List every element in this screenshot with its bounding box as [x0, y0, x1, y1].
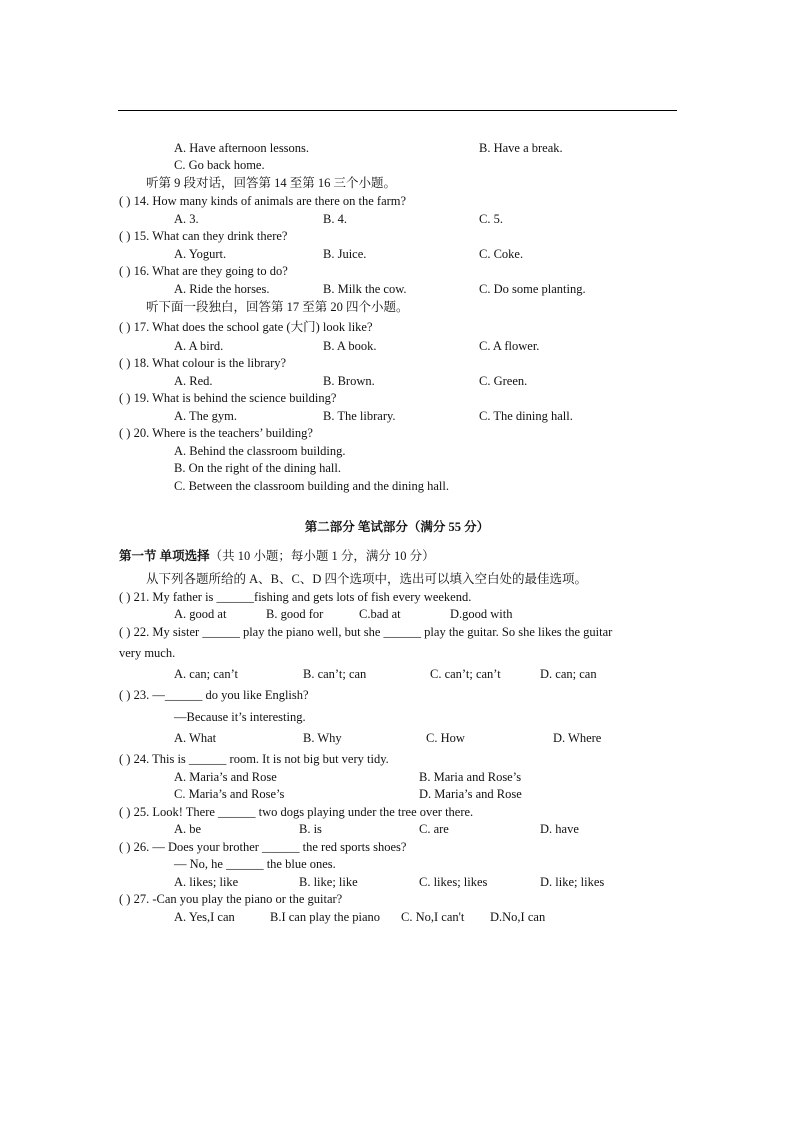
q15-option-b: B. Juice.: [323, 247, 367, 261]
q26-question: ( ) 26. — Does your brother ______ the red sports shoes?: [119, 840, 407, 854]
q21-option-d: D.good with: [450, 607, 513, 621]
q18-option-a: A. Red.: [174, 374, 213, 388]
q24-option-d: D. Maria’s and Rose: [419, 787, 522, 801]
q18-option-b: B. Brown.: [323, 374, 375, 388]
q22-option-c: C. can’t; can’t: [430, 667, 501, 681]
q21-question: ( ) 21. My father is ______fishing and gets lots of fish every weekend.: [119, 590, 472, 604]
q19-question: ( ) 19. What is behind the science building?: [119, 391, 337, 405]
q23-option-b: B. Why: [303, 731, 342, 745]
q27-option-b: B.I can play the piano: [270, 910, 381, 924]
q27-question: ( ) 27. -Can you play the piano or the guitar?: [119, 892, 343, 906]
header-rule: [118, 110, 677, 111]
dialogue-9-instruction: 听第 9 段对话，回答第 14 至第 16 三个小题。: [146, 176, 397, 190]
q25-question: ( ) 25. Look! There ______ two dogs playing under the tree over there.: [119, 805, 474, 819]
q22-option-a: A. can; can’t: [174, 667, 238, 681]
section1-heading: [119, 548, 435, 564]
q25-option-b: B. is: [299, 822, 322, 836]
q14-option-a: A. 3.: [174, 212, 199, 226]
q14-option-b: B. 4.: [323, 212, 347, 226]
q17-option-b: B. A book.: [323, 339, 377, 353]
q18-question: ( ) 18. What colour is the library?: [119, 356, 287, 370]
q14-question: ( ) 14. How many kinds of animals are there on the farm?: [119, 194, 407, 208]
q19-option-a: A. The gym.: [174, 409, 237, 423]
section1-instruction: 从下列各题所给的 A、B、C、D 四个选项中，选出可以填入空白处的最佳选项。: [146, 572, 587, 586]
q25-option-c: C. are: [419, 822, 449, 836]
section1-label: 第一节 单项选择: [119, 549, 210, 563]
q13-option-a: A. Have afternoon lessons.: [174, 141, 310, 155]
q13-option-c: C. Go back home.: [174, 158, 265, 172]
q23-option-d: D. Where: [553, 731, 602, 745]
q17-question: ( ) 17. What does the school gate (大门) look like?: [119, 320, 373, 334]
q27-option-a: A. Yes,I can: [174, 910, 235, 924]
q16-question: ( ) 16. What are they going to do?: [119, 264, 288, 278]
q23-answer-line: —Because it’s interesting.: [174, 710, 306, 724]
q23-option-c: C. How: [426, 731, 465, 745]
q27-option-c: C. No,I can't: [401, 910, 465, 924]
section1-scoring: （共 10 小题；每小题 1 分，满分 10 分）: [209, 549, 435, 563]
q26-option-c: C. likes; likes: [419, 875, 488, 889]
q22-option-b: B. can’t; can: [303, 667, 367, 681]
q15-option-a: A. Yogurt.: [174, 247, 227, 261]
part2-title: 第二部分 笔试部分（满分 55 分）: [304, 520, 490, 534]
q20-option-a: A. Behind the classroom building.: [174, 444, 346, 458]
q16-option-c: C. Do some planting.: [479, 282, 586, 296]
q20-option-c: C. Between the classroom building and the dining hall.: [174, 479, 449, 493]
q17-option-c: C. A flower.: [479, 339, 540, 353]
q20-question: ( ) 20. Where is the teachers’ building?: [119, 426, 313, 440]
q26-option-b: B. like; like: [299, 875, 358, 889]
q24-option-b: B. Maria and Rose’s: [419, 770, 522, 784]
q18-option-c: C. Green.: [479, 374, 528, 388]
q26-answer-line: — No, he ______ the blue ones.: [174, 857, 336, 871]
q23-option-a: A. What: [174, 731, 217, 745]
q24-question: ( ) 24. This is ______ room. It is not big but very tidy.: [119, 752, 389, 766]
q21-option-c: C.bad at: [359, 607, 401, 621]
q13-option-b: B. Have a break.: [479, 141, 563, 155]
q26-option-a: A. likes; like: [174, 875, 239, 889]
q26-option-d: D. like; likes: [540, 875, 605, 889]
q14-option-c: C. 5.: [479, 212, 503, 226]
q21-option-b: B. good for: [266, 607, 324, 621]
q22-question: ( ) 22. My sister ______ play the piano well, but she ______ play the guitar. So she likes the guitar: [119, 625, 613, 639]
q15-option-c: C. Coke.: [479, 247, 524, 261]
q23-question: ( ) 23. —______ do you like English?: [119, 688, 309, 702]
q27-option-d: D.No,I can: [490, 910, 546, 924]
q22-question-cont: very much.: [119, 646, 176, 660]
q22-option-d: D. can; can: [540, 667, 597, 681]
q24-option-a: A. Maria’s and Rose: [174, 770, 277, 784]
q21-option-a: A. good at: [174, 607, 227, 621]
q25-option-a: A. be: [174, 822, 202, 836]
q25-option-d: D. have: [540, 822, 579, 836]
q19-option-c: C. The dining hall.: [479, 409, 573, 423]
q15-question: ( ) 15. What can they drink there?: [119, 229, 288, 243]
monologue-instruction: 听下面一段独白，回答第 17 至第 20 四个小题。: [146, 300, 409, 314]
q17-option-a: A. A bird.: [174, 339, 224, 353]
q20-option-b: B. On the right of the dining hall.: [174, 461, 341, 475]
q24-option-c: C. Maria’s and Rose’s: [174, 787, 285, 801]
q16-option-a: A. Ride the horses.: [174, 282, 270, 296]
q16-option-b: B. Milk the cow.: [323, 282, 407, 296]
q19-option-b: B. The library.: [323, 409, 396, 423]
